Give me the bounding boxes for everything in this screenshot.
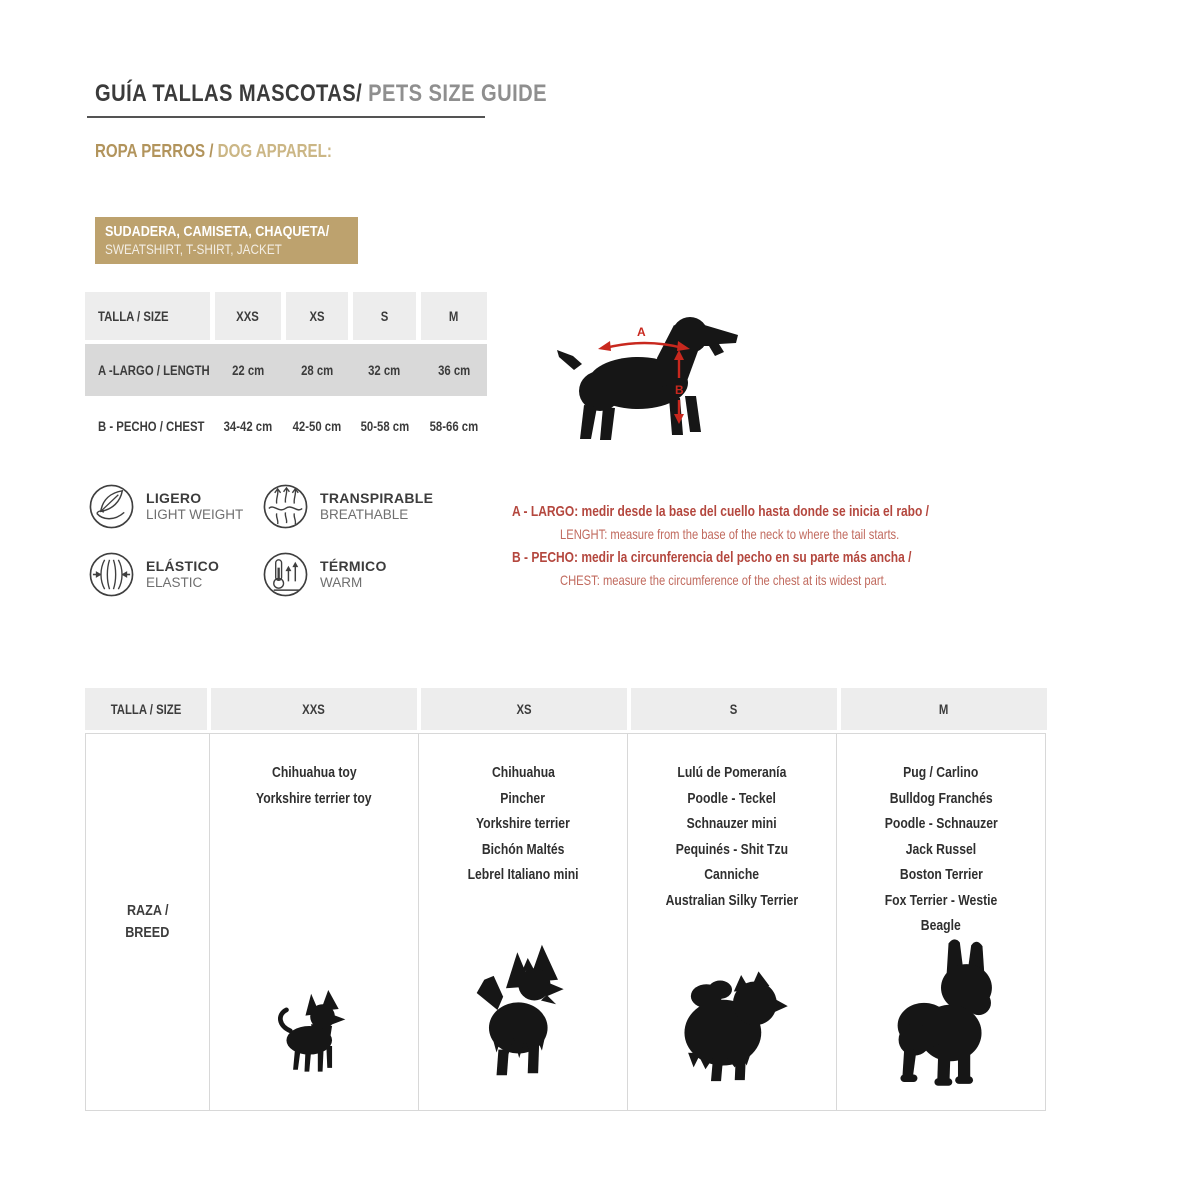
breed-item: Bulldog Franchés	[889, 790, 993, 807]
breed-item: Chihuahua	[491, 765, 555, 781]
length-row-label: A -LARGO / LENGTH	[98, 362, 210, 378]
dog-silhouette-longhair-chihuahua	[471, 940, 575, 1082]
breed-item: Lebrel Italiano mini	[467, 867, 579, 883]
breathable-icon	[262, 483, 309, 530]
breed-table-header-xs: XS	[421, 688, 627, 730]
feature-name: TÉRMICO	[320, 558, 387, 574]
dog-silhouette-labrador	[557, 317, 738, 440]
measurement-notes	[512, 500, 952, 592]
chest-row-label: B - PECHO / CHEST	[98, 418, 205, 434]
breed-item: Pincher	[500, 790, 546, 807]
note-b-en: CHEST: measure the circumference of the chest at its widest part.	[560, 572, 887, 588]
breed-row-label	[86, 734, 209, 1110]
size-table-header-label: TALLA / SIZE	[85, 292, 210, 340]
breed-item: Australian Silky Terrier	[665, 892, 799, 909]
breed-cell-s	[627, 734, 836, 1110]
note-b-es: B - PECHO: medir la circunferencia del pecho en su parte más ancha /	[512, 549, 912, 566]
subtitle-en: DOG APPAREL:	[217, 141, 332, 161]
dog-measurement-diagram	[552, 306, 764, 446]
breed-table-header-label: TALLA / SIZE	[85, 688, 207, 730]
breed-item: Chihuahua toy	[271, 765, 357, 781]
size-table-header-xs: XS	[286, 292, 348, 340]
feature-lightweight	[88, 483, 243, 530]
breed-list-xs	[419, 761, 627, 889]
breed-item: Bichón Maltés	[481, 841, 565, 858]
length-m-value: 36 cm	[437, 362, 471, 378]
breed-table-body	[85, 733, 1046, 1111]
breed-list-s	[628, 761, 836, 914]
size-table-length-row	[85, 344, 487, 396]
feature-name: ELÁSTICO	[146, 558, 220, 574]
breed-item: Yorkshire terrier toy	[256, 790, 372, 807]
length-s-value: 32 cm	[368, 362, 401, 378]
breed-item: Beagle	[921, 918, 961, 934]
label-a: A	[637, 325, 646, 339]
breed-item: Pug / Carlino	[903, 765, 979, 781]
page-title	[95, 80, 633, 108]
breed-table-header-s: S	[631, 688, 837, 730]
breed-item: Poodle - Schnauzer	[884, 816, 998, 832]
breed-item: Poodle - Teckel	[687, 790, 777, 807]
banner-line1: SUDADERA, CAMISETA, CHAQUETA/	[105, 223, 330, 240]
page-title-es: GUÍA TALLAS MASCOTAS/	[95, 80, 363, 107]
breed-item: Yorkshire terrier	[476, 816, 570, 832]
feature-sub: WARM	[320, 575, 363, 590]
feature-breathable	[262, 483, 433, 530]
breed-list-m	[837, 761, 1045, 940]
breed-cell-xxs	[209, 734, 418, 1110]
breed-table-header-m: M	[841, 688, 1047, 730]
length-xxs-value: 22 cm	[231, 362, 265, 378]
label-b: B	[675, 383, 684, 397]
size-table-header-m: M	[421, 292, 487, 340]
feature-sub: BREATHABLE	[320, 507, 409, 522]
breed-row-label-es: RAZA /	[126, 902, 169, 919]
feature-sub: LIGHT WEIGHT	[146, 507, 244, 522]
chest-xxs-value: 34-42 cm	[223, 418, 273, 434]
title-underline	[87, 116, 485, 118]
size-table-header-xxs: XXS	[215, 292, 281, 340]
breed-item: Lulú de Pomeranía	[677, 765, 787, 781]
length-xs-value: 28 cm	[300, 362, 334, 378]
chest-xs-value: 42-50 cm	[292, 418, 342, 434]
breed-item: Pequinés - Shit Tzu	[675, 841, 789, 858]
breed-table-header-xxs: XXS	[211, 688, 417, 730]
feature-elastic	[88, 551, 219, 598]
size-table-header-s: S	[353, 292, 416, 340]
breed-item: Boston Terrier	[899, 867, 983, 883]
chest-s-value: 50-58 cm	[360, 418, 409, 434]
feature-name: TRANSPIRABLE	[320, 490, 434, 506]
dog-silhouette-chihuahua	[267, 989, 362, 1075]
size-table-chest-row	[85, 399, 487, 453]
breed-item: Fox Terrier - Westie	[884, 892, 998, 909]
chest-m-value: 58-66 cm	[429, 418, 479, 434]
note-a-en: LENGHT: measure from the base of the neck to where the tail starts.	[560, 526, 900, 542]
dog-silhouette-french-bulldog	[875, 934, 1007, 1090]
thermometer-icon	[262, 551, 309, 598]
breed-item: Schnauzer mini	[686, 816, 778, 832]
size-table-header-row	[85, 292, 487, 340]
size-measurements-table	[85, 292, 487, 453]
feature-name: LIGERO	[146, 490, 202, 506]
subtitle-es: ROPA PERROS /	[95, 141, 218, 161]
breed-item: Jack Russel	[905, 841, 977, 858]
breed-row-label-en: BREED	[125, 924, 170, 941]
breed-table-header-row	[85, 688, 1047, 730]
page-title-en: PETS SIZE GUIDE	[362, 80, 547, 107]
breed-list-xxs	[210, 761, 418, 812]
garment-type-banner	[95, 217, 358, 264]
feather-icon	[88, 483, 135, 530]
breed-item: Canniche	[704, 867, 760, 883]
breed-cell-m	[836, 734, 1045, 1110]
feature-warm	[262, 551, 387, 598]
feature-sub: ELASTIC	[146, 575, 203, 590]
elastic-icon	[88, 551, 135, 598]
breed-cell-xs	[418, 734, 627, 1110]
note-a-es: A - LARGO: medir desde la base del cuello hasta donde se inicia el rabo /	[512, 503, 929, 520]
banner-line2: SWEATSHIRT, T-SHIRT, JACKET	[105, 241, 282, 257]
page-subtitle	[95, 141, 377, 162]
dog-silhouette-pomeranian	[668, 965, 796, 1084]
